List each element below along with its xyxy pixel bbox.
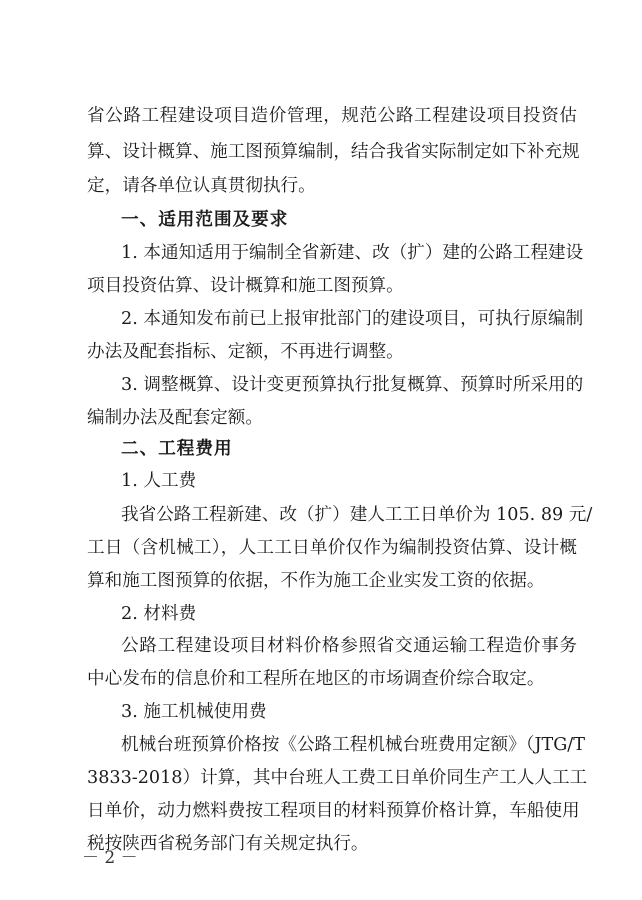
subheading-machinery: 3. 施工机械使用费 [121, 702, 267, 722]
subheading-materials: 2. 材料费 [121, 604, 197, 624]
section-heading-scope: 一、适用范围及要求 [121, 210, 289, 230]
body-text-line: 日单价，动力燃料费按工程项目的材料预算价格计算，车船使用 [87, 801, 580, 821]
body-text-line: 3. 调整概算、设计变更预算执行批复概算、预算时所采用的 [121, 375, 584, 395]
body-text-line: 项目投资估算、设计概算和施工图预算。 [87, 276, 404, 296]
subheading-labor: 1. 人工费 [121, 471, 197, 491]
body-text-line: 办法及配套指标、定额，不再进行调整。 [87, 342, 404, 362]
body-text-line: 我省公路工程新建、改（扩）建人工工日单价为 105. 89 元/ [121, 505, 593, 525]
body-text-line: 3833-2018）计算，其中台班人工费工日单价同生产工人人工工 [87, 768, 588, 788]
body-text-line: 机械台班预算价格按《公路工程机械台班费用定额》（JTG/T [121, 735, 585, 755]
body-text-line: 编制办法及配套定额。 [87, 408, 263, 428]
body-text-line: 中心发布的信息价和工程所在地区的市场调查价综合取定。 [87, 669, 545, 689]
body-text-line: 公路工程建设项目材料价格参照省交通运输工程造价事务 [121, 636, 577, 656]
body-text-line: 工日（含机械工），人工工日单价仅作为编制投资估算、设计概 [87, 538, 577, 558]
body-text-line: 省公路工程建设项目造价管理，规范公路工程建设项目投资估 [87, 106, 577, 126]
body-text-line: 2. 本通知发布前已上报审批部门的建设项目，可执行原编制 [121, 309, 584, 329]
body-text-line: 算、设计概算、施工图预算编制，结合我省实际制定如下补充规 [87, 142, 580, 162]
body-text-line: 定，请各单位认真贯彻执行。 [87, 176, 316, 196]
page-number: － 2 － [82, 848, 138, 868]
body-text-line: 税按陕西省税务部门有关规定执行。 [87, 834, 369, 854]
body-text-line: 算和施工图预算的依据，不作为施工企业实发工资的依据。 [87, 571, 545, 591]
body-text-line: 1. 本通知适用于编制全省新建、改（扩）建的公路工程建设 [121, 243, 584, 263]
section-heading-costs: 二、工程费用 [121, 439, 233, 459]
